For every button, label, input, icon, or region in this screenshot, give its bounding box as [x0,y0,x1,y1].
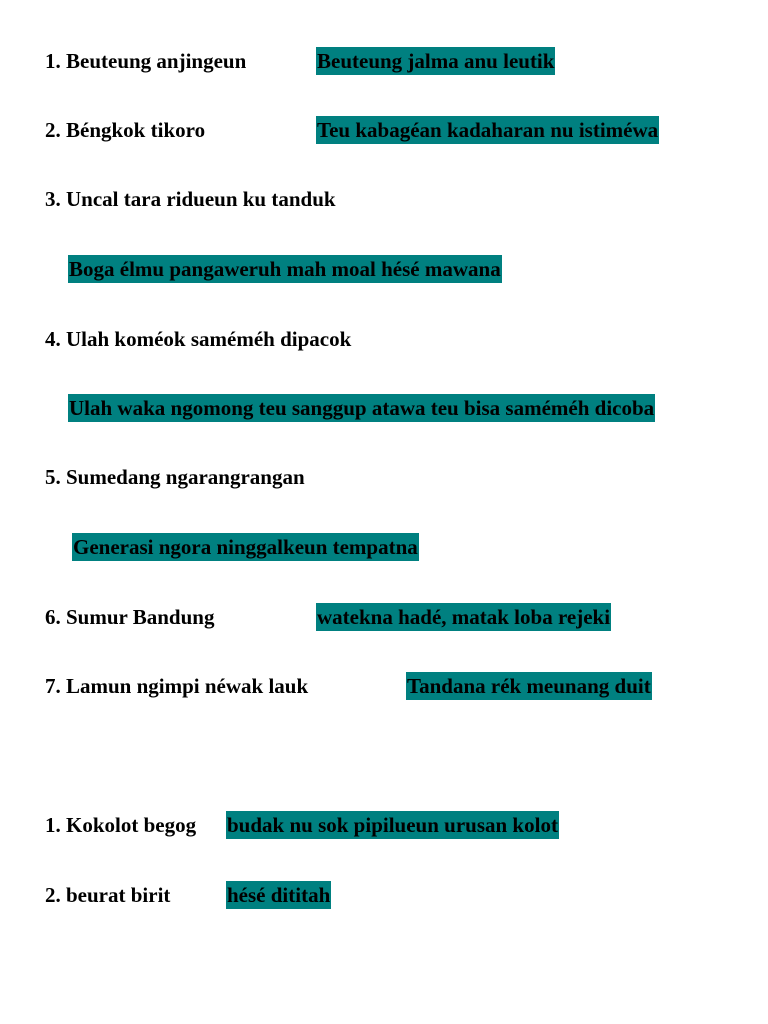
meaning-2-highlight: Teu kabagéan kadaharan nu istiméwa [317,118,659,142]
term-5: 5. Sumedang ngarangrangan [45,465,305,489]
meaning-4-highlight: Ulah waka ngomong teu sanggup atawa teu bisa saméméh dicoba [69,396,655,420]
meaning-5-highlight: Generasi ngora ninggalkeun tempatna [73,535,418,559]
term-4: 4. Ulah koméok saméméh dipacok [45,327,352,351]
meaning-7-highlight: Tandana rék meunang duit [407,674,651,698]
term-b1: 1. Kokolot begog [45,813,197,837]
meaning-b2-highlight: hésé dititah [227,883,331,907]
meaning-3-highlight: Boga élmu pangaweruh mah moal hésé mawana [69,257,501,281]
term-1: 1. Beuteung anjingeun [45,49,247,73]
term-7: 7. Lamun ngimpi néwak lauk [45,674,309,698]
meaning-6-highlight: watekna hadé, matak loba rejeki [317,605,611,629]
term-3: 3. Uncal tara ridueun ku tanduk [45,187,336,211]
meaning-1-highlight: Beuteung jalma anu leutik [317,49,555,73]
meaning-b1-highlight: budak nu sok pipilueun urusan kolot [227,813,558,837]
term-2: 2. Béngkok tikoro [45,118,206,142]
term-b2: 2. beurat birit [45,883,171,907]
term-6: 6. Sumur Bandung [45,605,215,629]
